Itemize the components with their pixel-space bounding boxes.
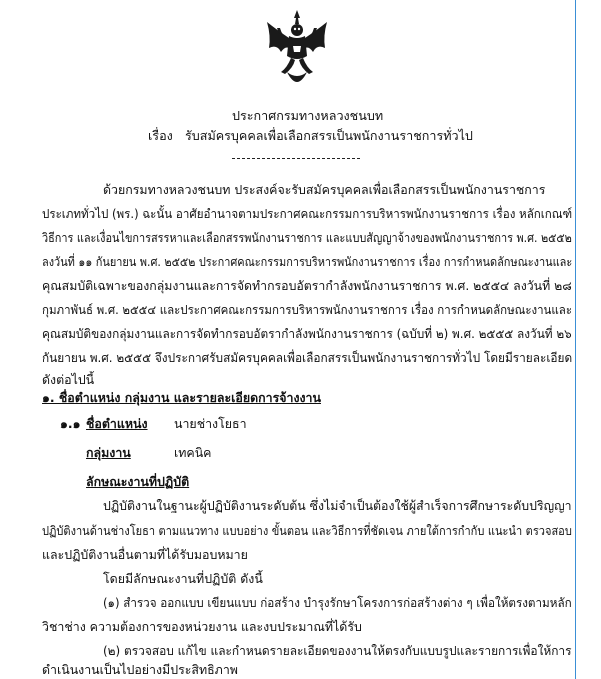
- intro-line: คุณสมบัติเฉพาะของกลุ่มงานและการจัดทำกรอบอัตรากำลังพนักงานราชการ พ.ศ. ๒๕๕๔ ลงวันที่ ๒๘: [42, 278, 572, 293]
- section-heading: ๑. ชื่อตำแหน่ง กลุ่มงาน และรายละเอียดการจ้างงาน: [42, 390, 321, 405]
- garuda-emblem-icon: [265, 8, 329, 92]
- subject-label: เรื่อง: [148, 128, 173, 143]
- intro-line: ลงวันที่ ๑๑ กันยายน พ.ศ. ๒๕๕๒ ประกาศคณะกรรมการบริหารพนักงานราชการ เรื่อง การกำหนดลักษณะงานและ: [42, 254, 573, 269]
- intro-line: ประเภททั่วไป (พร.) ฉะนั้น อาศัยอำนาจตามประกาศคณะกรรมการบริหารพนักงานราชการ เรื่อง หลักเกณฑ์: [42, 206, 573, 221]
- duties-intro: โดยมีลักษณะงานที่ปฏิบัติ ดังนี้: [103, 571, 263, 586]
- subject-text: รับสมัครบุคคลเพื่อเลือกสรรเป็นพนักงานราชการทั่วไป: [185, 128, 473, 143]
- subsection-number: ๑.๑: [60, 416, 81, 431]
- duty-line: ดำเนินงานเป็นไปอย่างมีประสิทธิภาพ: [42, 662, 238, 677]
- group-value: เทคนิค: [174, 445, 212, 460]
- intro-line: ด้วยกรมทางหลวงชนบท ประสงค์จะรับสมัครบุคคลเพื่อเลือกสรรเป็นพนักงานราชการ: [103, 182, 546, 197]
- position-value: นายช่างโยธา: [174, 416, 247, 431]
- duties-line: ปฏิบัติงานด้านช่างโยธา ตามแนวทาง แบบอย่าง ขั้นตอน และวิธีการที่ชัดเจน ภายใต้การกำกับ แนะนำ ตรวจสอบ: [42, 523, 572, 538]
- divider: [232, 158, 360, 159]
- duty-line: (๑) สำรวจ ออกแบบ เขียนแบบ ก่อสร้าง บำรุงรักษาโครงการก่อสร้างต่าง ๆ เพื่อให้ตรงตามหลัก: [103, 595, 572, 610]
- duties-heading: ลักษณะงานที่ปฏิบัติ: [86, 474, 190, 489]
- page-title: ประกาศกรมทางหลวงชนบท: [232, 108, 384, 123]
- position-label: ชื่อตำแหน่ง: [86, 416, 148, 431]
- intro-line: วิธีการ และเงื่อนไขการสรรหาและเลือกสรรพนักงานราชการ และแบบสัญญาจ้างของพนักงานราชการ พ.ศ. ๒๕๕๒: [42, 230, 572, 245]
- intro-line: กุมภาพันธ์ พ.ศ. ๒๕๕๔ และประกาศคณะกรรมการบริหารพนักงานราชการ เรื่อง การกำหนดลักษณะงานและ: [42, 302, 573, 317]
- intro-line: ดังต่อไปนี้: [42, 372, 95, 387]
- duty-line: (๒) ตรวจสอบ แก้ไข และกำหนดรายละเอียดของงานให้ตรงกับแบบรูปและรายการเพื่อให้การ: [103, 643, 572, 658]
- duty-line: วิชาช่าง ความต้องการของหน่วยงาน และงบประมาณที่ได้รับ: [42, 619, 362, 634]
- duties-line: และปฏิบัติงานอื่นตามที่ได้รับมอบหมาย: [42, 547, 248, 562]
- margin-line: [575, 0, 576, 679]
- intro-line: คุณสมบัติของกลุ่มงานและการจัดทำกรอบอัตรากำลังพนักงานราชการ (ฉบับที่ ๒) พ.ศ. ๒๕๕๕ ลงวันที่ ๒๖: [42, 326, 572, 341]
- group-label: กลุ่มงาน: [86, 445, 131, 460]
- intro-line: กันยายน พ.ศ. ๒๕๕๕ จึงประกาศรับสมัครบุคคลเพื่อเลือกสรรเป็นพนักงานราชการทั่วไป โดยมีรายละเอียด: [42, 350, 573, 365]
- duties-line: ปฏิบัติงานในฐานะผู้ปฏิบัติงานระดับต้น ซึ่งไม่จำเป็นต้องใช้ผู้สำเร็จการศึกษาระดับปริญญา: [103, 498, 572, 513]
